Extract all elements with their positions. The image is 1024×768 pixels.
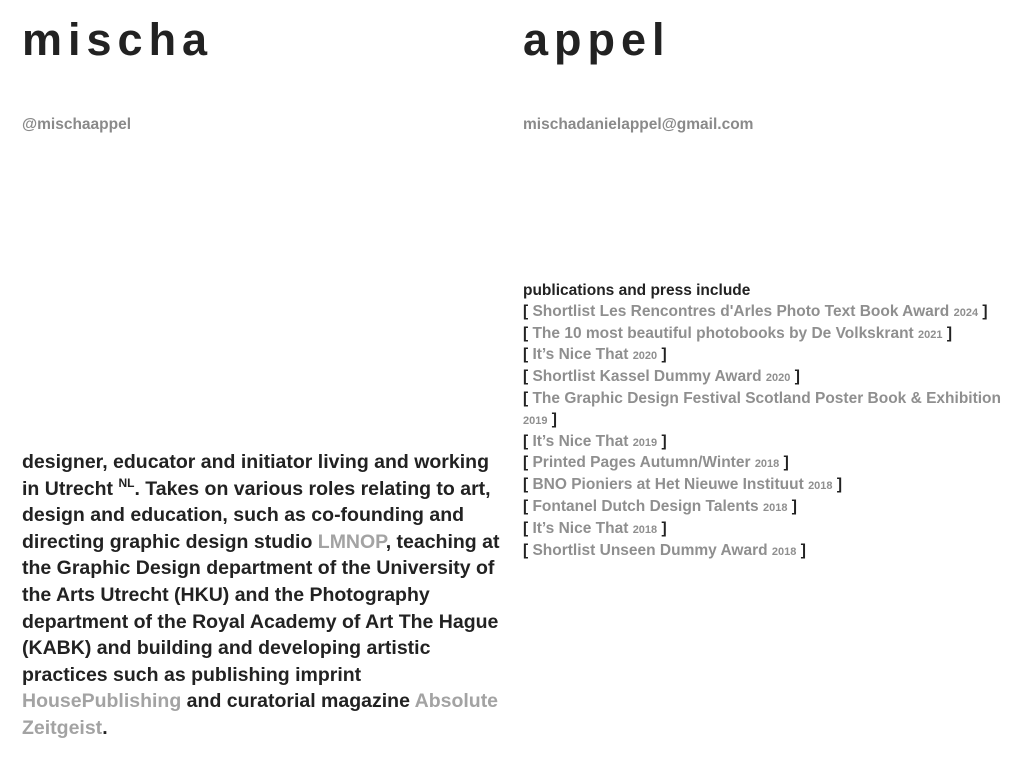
lmnop-link[interactable]: LMNOP (317, 530, 386, 553)
press-year: 2021 (918, 328, 943, 341)
press-link[interactable]: Shortlist Unseen Dummy Award (532, 541, 768, 559)
close-bracket: ] (787, 497, 797, 515)
press-item (523, 367, 1001, 389)
press-heading: publications and press include (523, 282, 751, 299)
press-link[interactable]: Shortlist Les Rencontres d'Arles Photo Text Book Award (532, 302, 950, 320)
press-year: 2018 (808, 480, 833, 493)
press-link[interactable]: It’s Nice That (532, 346, 629, 364)
close-bracket: ] (779, 454, 789, 472)
press-item (523, 453, 1001, 475)
close-bracket: ] (978, 302, 988, 320)
press-link[interactable]: Printed Pages Autumn/Winter (532, 454, 751, 472)
press-year: 2020 (632, 350, 658, 363)
open-bracket: [ (523, 324, 533, 342)
email-link[interactable]: mischadanielappel@gmail.com (523, 116, 754, 133)
open-bracket: [ (523, 346, 533, 364)
open-bracket: [ (523, 519, 533, 537)
last-name-heading: appel (523, 14, 671, 65)
press-item (523, 475, 1001, 497)
country-superscript: NL (118, 475, 135, 490)
open-bracket: [ (523, 368, 533, 386)
press-link[interactable]: The 10 most beautiful photobooks by De Volkskrant (532, 324, 914, 342)
press-link[interactable]: The Graphic Design Festival Scotland Poster Book & Exhibition (532, 389, 1001, 407)
bio-paragraph (22, 449, 507, 742)
press-year: 2019 (632, 436, 658, 449)
press-item (523, 519, 1001, 541)
press-item (523, 432, 1001, 454)
close-bracket: ] (832, 476, 843, 494)
close-bracket: ] (790, 368, 800, 386)
housepublishing-link[interactable]: HousePublishing (22, 690, 182, 713)
press-link[interactable]: BNO Pioniers at Het Nieuwe Instituut (532, 476, 804, 494)
press-year: 2018 (754, 458, 780, 471)
press-link[interactable]: It’s Nice That (532, 519, 629, 537)
press-item (523, 345, 1001, 367)
close-bracket: ] (657, 432, 667, 450)
press-item (523, 302, 1001, 324)
close-bracket: ] (942, 324, 952, 342)
absolute-zeitgeist-link[interactable]: Absolute Zeitgeist (22, 690, 499, 739)
open-bracket: [ (523, 541, 533, 559)
bio-text-5: . (102, 716, 108, 739)
close-bracket: ] (657, 519, 667, 537)
close-bracket: ] (657, 346, 667, 364)
press-item (523, 497, 1001, 519)
press-link[interactable]: Shortlist Kassel Dummy Award (532, 368, 762, 386)
press-link[interactable]: It’s Nice That (532, 432, 629, 450)
close-bracket: ] (547, 410, 557, 428)
open-bracket: [ (523, 432, 533, 450)
press-link[interactable]: Fontanel Dutch Design Talents (532, 497, 759, 515)
first-name-heading: mischa (22, 14, 214, 65)
bio-text-1: designer, educator and initiator living and working in Utrecht (22, 451, 489, 500)
bio-text-3: , teaching at the Graphic Design department of the University of the Arts Utrecht (HKU) and the Photography department of the Royal Academy of Art The Hague (KABK) and building and developing artistic practices such as publishing imprint (22, 530, 500, 686)
social-handle-link[interactable]: @mischaappel (22, 116, 132, 133)
press-list (523, 302, 1001, 563)
press-year: 2018 (632, 523, 658, 536)
press-section (523, 281, 1001, 562)
close-bracket: ] (796, 541, 806, 559)
open-bracket: [ (523, 497, 533, 515)
open-bracket: [ (523, 302, 533, 320)
open-bracket: [ (523, 454, 533, 472)
press-item (523, 541, 1001, 563)
bio-text-2: . Takes on various roles relating to art, design and education, such as co-founding and directing graphic design studio (22, 477, 491, 553)
open-bracket: [ (523, 476, 533, 494)
open-bracket: [ (523, 389, 533, 407)
press-year: 2019 (523, 414, 548, 427)
press-year: 2018 (771, 545, 797, 558)
bio-text-4: and curatorial magazine (181, 690, 415, 713)
press-year: 2024 (953, 306, 979, 319)
press-item (523, 324, 1001, 346)
press-item (523, 389, 1001, 432)
press-year: 2020 (765, 372, 791, 385)
press-year: 2018 (762, 501, 788, 514)
